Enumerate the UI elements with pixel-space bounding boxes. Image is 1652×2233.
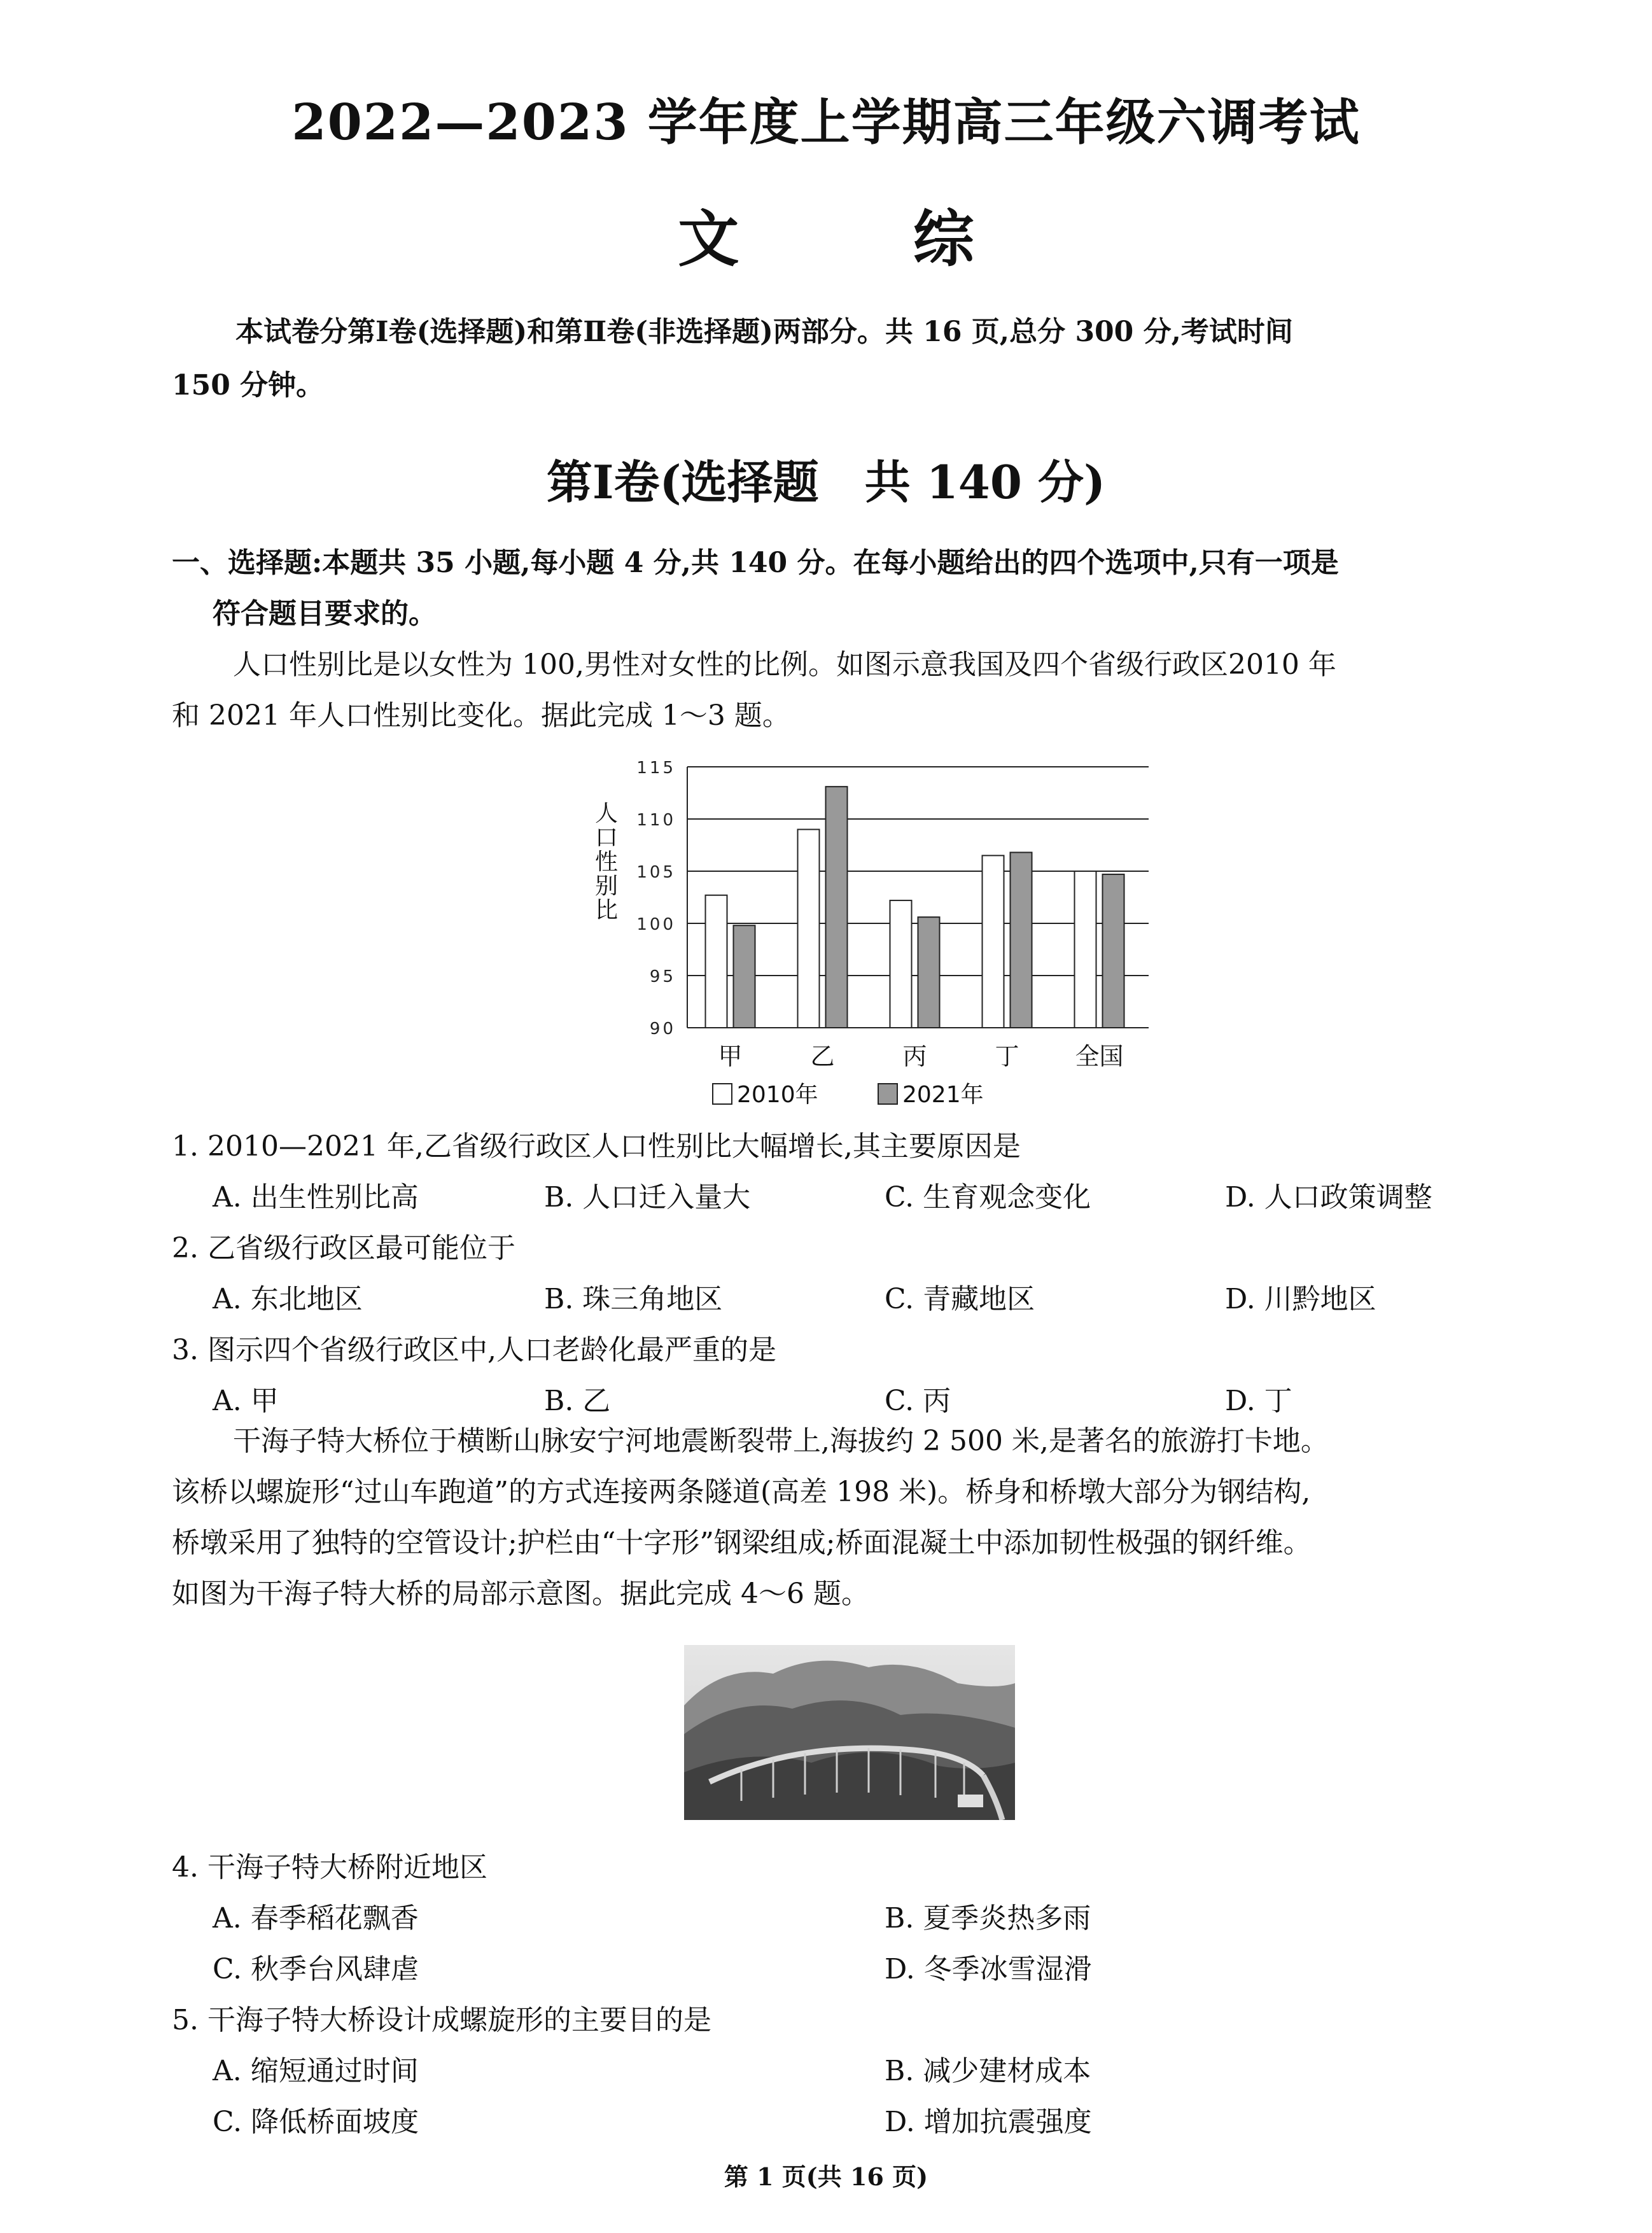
question-number: 3.: [172, 1334, 199, 1366]
x-tick-label: 丁: [995, 1042, 1019, 1070]
y-axis-label-char: 别: [595, 873, 619, 899]
q1-option-d: D. 人口政策调整: [1225, 1181, 1432, 1214]
q5-option-b: B. 减少建材成本: [885, 2055, 1091, 2087]
legend-swatch-2021年: [878, 1084, 897, 1104]
question-2-stem: [172, 1223, 515, 1274]
bridge-illustration: [684, 1645, 1015, 1820]
q3-option-a: A. 甲: [213, 1385, 279, 1417]
passage-2-line-4: 如图为干海子特大桥的局部示意图。据此完成 4～6 题。: [172, 1578, 869, 1610]
passage-1: [172, 640, 1553, 741]
question-number: 5.: [172, 2004, 199, 2036]
passage-2-line-3: 桥墩采用了独特的空管设计;护栏由“十字形”钢梁组成;桥面混凝土中添加韧性极强的钢纤维。: [172, 1527, 1312, 1559]
x-tick-label: 乙: [810, 1042, 835, 1070]
chart-legend: [713, 1082, 984, 1108]
section-instructions: [172, 538, 1553, 640]
q1-option-a: A. 出生性别比高: [213, 1181, 419, 1214]
instructions-line-2: 符合题目要求的。: [213, 598, 437, 630]
chart-x-labels: [718, 1042, 1123, 1070]
bar-甲-2010年: [706, 895, 727, 1028]
q2-option-b: B. 珠三角地区: [544, 1283, 723, 1315]
intro-line-1: 本试卷分第Ⅰ卷(选择题)和第Ⅱ卷(非选择题)两部分。共 16 页,总分 300 分,考试时间: [235, 316, 1293, 348]
q2-option-c: C. 青藏地区: [885, 1283, 1035, 1315]
bar-全国-2021年: [1103, 874, 1124, 1028]
bar-乙-2021年: [826, 787, 848, 1028]
y-tick-label: 105: [636, 863, 676, 882]
y-tick-label: 110: [636, 811, 676, 830]
question-text: 干海子特大桥设计成螺旋形的主要目的是: [207, 2004, 711, 2036]
bar-丁-2021年: [1011, 852, 1032, 1028]
question-number: 2.: [172, 1232, 199, 1264]
exam-title: 2022—2023 学年度上学期高三年级六调考试: [291, 94, 1361, 151]
exam-intro: [172, 305, 1553, 412]
x-tick-label: 丙: [902, 1042, 927, 1070]
passage-1-line-1: 人口性别比是以女性为 100,男性对女性的比例。如图示意我国及四个省级行政区2010 年: [233, 648, 1336, 681]
q4-option-d: D. 冬季冰雪湿滑: [885, 1953, 1092, 1985]
passage-1-line-2: 和 2021 年人口性别比变化。据此完成 1～3 题。: [172, 699, 790, 732]
bar-甲-2021年: [734, 925, 755, 1028]
legend-label: 2021年: [902, 1082, 984, 1108]
q2-option-a: A. 东北地区: [213, 1283, 363, 1315]
chart-y-ticks: [636, 759, 676, 1039]
section-title: 第Ⅰ卷(选择题 共 140 分): [546, 455, 1106, 509]
legend-swatch-2010年: [713, 1084, 732, 1104]
intro-line-2: 150 分钟。: [172, 369, 325, 402]
y-axis-label-char: 人: [595, 801, 619, 827]
question-number: 4.: [172, 1851, 199, 1884]
q4-option-b: B. 夏季炎热多雨: [885, 1902, 1091, 1935]
y-axis-label-char: 比: [595, 897, 619, 923]
question-number: 1.: [172, 1130, 199, 1163]
bar-丙-2021年: [918, 917, 940, 1028]
question-5-stem: [172, 1995, 711, 2046]
y-tick-label: 95: [649, 967, 676, 986]
passage-2-line-2: 该桥以螺旋形“过山车跑道”的方式连接两条隧道(高差 198 米)。桥身和桥墩大部分为钢结构,: [172, 1476, 1311, 1508]
x-tick-label: 甲: [718, 1042, 743, 1070]
bar-乙-2010年: [798, 829, 820, 1028]
question-text: 乙省级行政区最可能位于: [207, 1232, 515, 1264]
q5-option-d: D. 增加抗震强度: [885, 2106, 1092, 2138]
y-tick-label: 100: [636, 915, 676, 934]
question-text: 图示四个省级行政区中,人口老龄化最严重的是: [207, 1334, 776, 1366]
subject-title: 文 综: [678, 203, 1051, 275]
q5-option-c: C. 降低桥面坡度: [213, 2106, 419, 2138]
bar-丙-2010年: [890, 900, 912, 1028]
q3-option-b: B. 乙: [544, 1385, 611, 1417]
q4-option-a: A. 春季稻花飘香: [213, 1902, 419, 1935]
page-footer: 第 1 页(共 16 页): [724, 2162, 928, 2191]
y-tick-label: 115: [636, 759, 676, 778]
y-tick-label: 90: [649, 1019, 676, 1039]
legend-label: 2010年: [737, 1082, 818, 1108]
sex-ratio-bar-chart: [560, 748, 1158, 1130]
chart-bars: [706, 787, 1124, 1028]
q1-option-c: C. 生育观念变化: [885, 1181, 1091, 1214]
passage-2-line-1: 干海子特大桥位于横断山脉安宁河地震断裂带上,海拔约 2 500 米,是著名的旅游打卡地。: [233, 1425, 1329, 1457]
q5-option-a: A. 缩短通过时间: [213, 2055, 419, 2087]
y-axis-label-char: 性: [595, 849, 619, 875]
q4-option-c: C. 秋季台风肆虐: [213, 1953, 419, 1985]
q1-option-b: B. 人口迁入量大: [544, 1181, 751, 1214]
question-3-stem: [172, 1325, 776, 1376]
chart-y-axis-label: [595, 801, 618, 923]
instructions-line-1: 一、选择题:本题共 35 小题,每小题 4 分,共 140 分。在每小题给出的四个选项中,只有一项是: [172, 547, 1339, 579]
x-tick-label: 全国: [1075, 1042, 1124, 1070]
q3-option-c: C. 丙: [885, 1385, 951, 1417]
bar-全国-2010年: [1075, 871, 1096, 1028]
question-text: 2010—2021 年,乙省级行政区人口性别比大幅增长,其主要原因是: [207, 1130, 1021, 1163]
y-axis-label-char: 口: [595, 825, 619, 851]
question-1-stem: [172, 1121, 1021, 1172]
q3-option-d: D. 丁: [1225, 1385, 1292, 1417]
question-4-stem: [172, 1842, 487, 1893]
q2-option-d: D. 川黔地区: [1225, 1283, 1376, 1315]
question-text: 干海子特大桥附近地区: [207, 1851, 487, 1884]
bridge-photo: [684, 1645, 1015, 1820]
bar-丁-2010年: [983, 855, 1004, 1028]
passage-2: [172, 1416, 1553, 1620]
